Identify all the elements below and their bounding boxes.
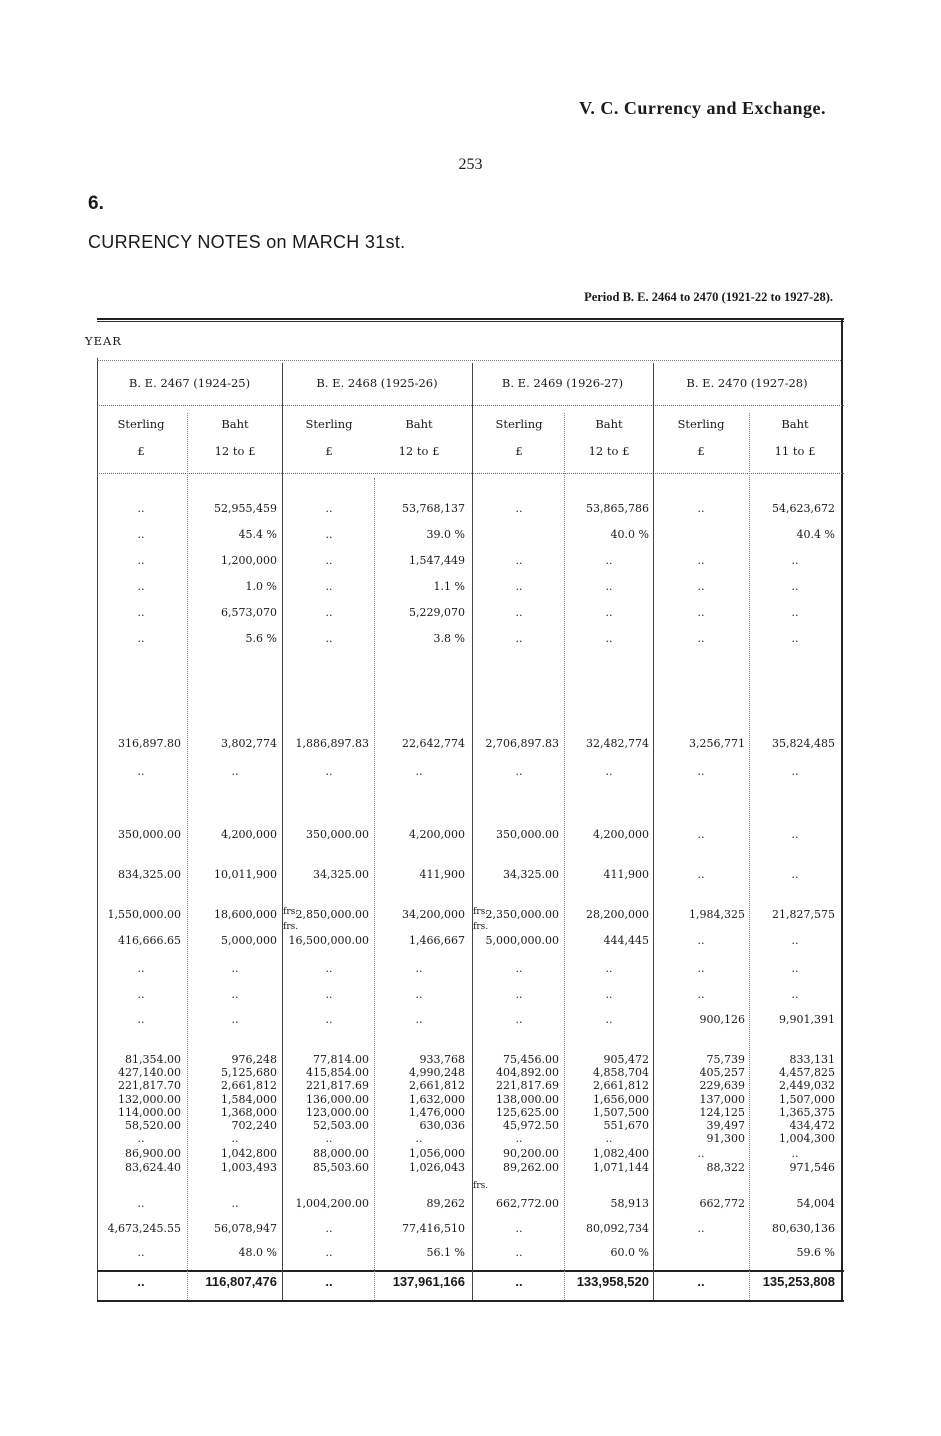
- table-cell: ..: [605, 962, 613, 975]
- table-cell: 1,200,000: [221, 554, 277, 567]
- table-cell: 56.1 %: [426, 1246, 465, 1259]
- section-title: CURRENCY NOTES on MARCH 31st.: [88, 232, 406, 252]
- table-cell: ..: [137, 1246, 145, 1259]
- table-cell: ..: [325, 528, 333, 541]
- table-cell: 1,584,000: [221, 1092, 277, 1106]
- frs-note: frs.: [283, 922, 299, 932]
- table-cell: ..: [231, 1197, 239, 1210]
- period-caption: Period B. E. 2464 to 2470 (1921-22 to 1927-28).: [584, 290, 833, 304]
- col-head-name: Sterling: [305, 417, 353, 431]
- table-cell: 404,892.00: [496, 1066, 559, 1080]
- table-cell: 125,625.00: [496, 1105, 559, 1119]
- col-divider-4: [749, 413, 750, 1300]
- table-top-rule-inner: [97, 321, 844, 322]
- table-cell: ..: [415, 988, 423, 1001]
- table-cell: ..: [697, 765, 705, 778]
- table-cell: 48.0 %: [238, 1246, 277, 1259]
- table-cell: 1,368,000: [221, 1105, 277, 1119]
- table-cell: 833,131: [789, 1053, 835, 1066]
- table-cell: ..: [791, 580, 799, 593]
- table-cell: 54,004: [796, 1197, 835, 1210]
- table-cell: ..: [137, 606, 145, 619]
- table-cell: 5,229,070: [409, 606, 465, 619]
- col-divider-1: [187, 413, 188, 1300]
- table-cell: ..: [697, 988, 705, 1001]
- table-cell: ..: [697, 962, 705, 975]
- col-head-unit: 12 to £: [398, 444, 440, 458]
- table-cell: ..: [137, 528, 145, 541]
- table-cell: 1,071,144: [593, 1160, 649, 1174]
- table-cell: 1,026,043: [409, 1160, 465, 1174]
- table-cell: 1,632,000: [409, 1092, 465, 1106]
- totals-rule-top: [97, 1270, 844, 1272]
- table-cell: ..: [137, 632, 145, 645]
- table-cell: ..: [137, 554, 145, 567]
- table-cell: ..: [697, 502, 705, 515]
- table-cell: ..: [137, 1013, 145, 1026]
- table-cell: ..: [415, 1132, 423, 1146]
- year-divider-1: [282, 363, 283, 1300]
- table-cell: ..: [415, 962, 423, 975]
- table-cell: 9,901,391: [779, 1013, 835, 1026]
- table-cell: 2,850,000.00: [295, 908, 369, 921]
- table-cell: 2,661,812: [593, 1079, 649, 1093]
- table-cell: ..: [605, 580, 613, 593]
- table-cell: 77,814.00: [313, 1053, 369, 1066]
- table-cell: 91,300: [706, 1132, 745, 1146]
- table-cell: 1,004,300: [779, 1132, 835, 1146]
- table-cell: ..: [325, 554, 333, 567]
- table-cell: 58,520.00: [125, 1119, 181, 1132]
- table-cell: 88,000.00: [313, 1147, 369, 1161]
- table-cell: 39,497: [706, 1119, 745, 1132]
- table-cell: 53,865,786: [586, 502, 649, 515]
- table-cell: 4,200,000: [593, 828, 649, 841]
- table-cell: ..: [697, 580, 705, 593]
- table-cell: 18,600,000: [214, 908, 277, 921]
- table-cell: ..: [791, 828, 799, 841]
- table-cell: ..: [791, 962, 799, 975]
- table-cell: 45.4 %: [238, 528, 277, 541]
- table-cell: ..: [697, 828, 705, 841]
- table-cell: ..: [697, 606, 705, 619]
- table-cell: 551,670: [603, 1119, 649, 1132]
- table-cell: ..: [791, 554, 799, 567]
- table-cell: 32,482,774: [586, 737, 649, 750]
- table-cell: 4,858,704: [593, 1066, 649, 1080]
- table-cell: 83,624.40: [125, 1160, 181, 1174]
- table-cell: 4,673,245.55: [107, 1222, 181, 1235]
- table-cell: 59.6 %: [796, 1246, 835, 1259]
- page-number: 253: [458, 156, 483, 173]
- table-cell: ..: [791, 606, 799, 619]
- table-cell: 22,642,774: [402, 737, 465, 750]
- table-cell: 54,623,672: [772, 502, 835, 515]
- table-cell: 5,125,680: [221, 1066, 277, 1080]
- table-cell: 1,004,200.00: [295, 1197, 369, 1210]
- table-cell: 35,824,485: [772, 737, 835, 750]
- table-cell: 4,200,000: [409, 828, 465, 841]
- table-cell: ..: [605, 1132, 613, 1146]
- table-cell: ..: [325, 1274, 333, 1289]
- col-head-name: Baht: [595, 417, 623, 431]
- col-head-name: Baht: [781, 417, 809, 431]
- col-head-unit: £: [325, 444, 333, 458]
- table-cell: ..: [515, 580, 523, 593]
- table-cell: 135,253,808: [762, 1274, 835, 1289]
- frs-note: frs.: [283, 907, 299, 917]
- table-cell: 88,322: [706, 1160, 745, 1174]
- table-cell: ..: [137, 1274, 145, 1289]
- col-head-unit: 12 to £: [588, 444, 630, 458]
- table-cell: ..: [791, 1147, 799, 1161]
- table-cell: ..: [515, 1246, 523, 1259]
- table-cell: ..: [515, 962, 523, 975]
- table-cell: ..: [325, 1246, 333, 1259]
- table-cell: 411,900: [603, 868, 649, 881]
- table-cell: 1,547,449: [409, 554, 465, 567]
- col-head-unit: £: [697, 444, 705, 458]
- year-head-rule: [97, 405, 844, 406]
- table-bottom-rule: [97, 1300, 844, 1302]
- table-cell: ..: [231, 765, 239, 778]
- table-cell: ..: [325, 502, 333, 515]
- table-cell: 350,000.00: [306, 828, 369, 841]
- table-cell: 1.1 %: [433, 580, 465, 593]
- table-cell: 132,000.00: [118, 1092, 181, 1106]
- table-cell: 1,056,000: [409, 1147, 465, 1161]
- table-cell: ..: [325, 962, 333, 975]
- table-cell: 124,125: [699, 1105, 745, 1119]
- table-cell: 434,472: [789, 1119, 835, 1132]
- table-cell: ..: [231, 1132, 239, 1146]
- year-divider-2: [472, 363, 473, 1300]
- table-cell: 75,739: [706, 1053, 745, 1066]
- table-cell: 58,913: [610, 1197, 649, 1210]
- table-cell: ..: [325, 765, 333, 778]
- table-cell: 702,240: [231, 1119, 277, 1132]
- table-cell: 10,011,900: [214, 868, 277, 881]
- table-cell: ..: [515, 765, 523, 778]
- table-cell: 53,768,137: [402, 502, 465, 515]
- table-cell: ..: [137, 1132, 145, 1146]
- table-cell: 3,256,771: [689, 737, 745, 750]
- col-head-name: Sterling: [495, 417, 543, 431]
- table-cell: 52,955,459: [214, 502, 277, 515]
- table-cell: 1,984,325: [689, 908, 745, 921]
- table-cell: 316,897.80: [118, 737, 181, 750]
- table-cell: 133,958,520: [576, 1274, 649, 1289]
- year-head-2468: B. E. 2468 (1925-26): [316, 376, 438, 390]
- table-cell: ..: [515, 606, 523, 619]
- year-head-2467: B. E. 2467 (1924-25): [128, 376, 251, 390]
- table-cell: 21,827,575: [772, 908, 835, 921]
- year-head-2470: B. E. 2470 (1927-28): [686, 376, 808, 390]
- table-cell: 90,200.00: [503, 1147, 559, 1161]
- table-cell: ..: [791, 868, 799, 881]
- section-number: 6.: [88, 193, 104, 214]
- table-cell: 1,082,400: [593, 1147, 649, 1161]
- table-cell: 427,140.00: [118, 1066, 181, 1080]
- table-cell: 662,772.00: [496, 1197, 559, 1210]
- table-left-border: [97, 358, 98, 1300]
- table-cell: 933,768: [419, 1053, 465, 1066]
- table-cell: ..: [415, 1013, 423, 1026]
- table-right-border: [841, 318, 843, 1300]
- table-cell: ..: [697, 1274, 705, 1289]
- col-head-name: Baht: [405, 417, 433, 431]
- table-cell: 2,449,032: [779, 1079, 835, 1093]
- running-title: V. C. Currency and Exchange.: [579, 98, 826, 118]
- table-cell: 415,854.00: [306, 1066, 369, 1080]
- table-cell: 5,000,000.00: [485, 934, 559, 947]
- table-cell: ..: [231, 962, 239, 975]
- table-cell: ..: [137, 988, 145, 1001]
- table-cell: 39.0 %: [426, 528, 465, 541]
- table-cell: ..: [697, 1222, 705, 1235]
- table-cell: 4,990,248: [409, 1066, 465, 1080]
- table-cell: 2,350,000.00: [485, 908, 559, 921]
- table-cell: 221,817.70: [118, 1079, 181, 1093]
- table-cell: ..: [697, 554, 705, 567]
- table-cell: ..: [415, 765, 423, 778]
- table-cell: 6,573,070: [221, 606, 277, 619]
- table-cell: 1,466,667: [409, 934, 465, 947]
- table-cell: ..: [137, 502, 145, 515]
- table-cell: 3.8 %: [433, 632, 465, 645]
- table-cell: 5.6 %: [245, 632, 277, 645]
- table-cell: 16,500,000.00: [288, 934, 369, 947]
- table-cell: 80,630,136: [772, 1222, 835, 1235]
- table-cell: 221,817.69: [496, 1079, 559, 1093]
- table-cell: 1,476,000: [409, 1105, 465, 1119]
- table-cell: ..: [515, 988, 523, 1001]
- table-cell: 40.4 %: [796, 528, 835, 541]
- table-top-rule: [97, 318, 844, 320]
- col-head-unit: £: [515, 444, 523, 458]
- year-divider-3: [653, 363, 654, 1300]
- table-cell: 1,507,000: [779, 1092, 835, 1106]
- table-cell: ..: [325, 632, 333, 645]
- table-cell: ..: [515, 1274, 523, 1289]
- table-cell: 85,503.60: [313, 1160, 369, 1174]
- table-cell: 350,000.00: [118, 828, 181, 841]
- table-cell: 1,886,897.83: [295, 737, 369, 750]
- col-head-rule: [97, 473, 844, 474]
- col-divider-2: [374, 478, 375, 1300]
- table-cell: ..: [791, 765, 799, 778]
- table-cell: 4,457,825: [779, 1066, 835, 1080]
- table-cell: ..: [515, 632, 523, 645]
- table-cell: 834,325.00: [118, 868, 181, 881]
- table-cell: 405,257: [699, 1066, 745, 1080]
- table-cell: 662,772: [699, 1197, 745, 1210]
- currency-notes-table: [85, 318, 844, 1300]
- table-cell: 116,807,476: [205, 1274, 277, 1289]
- table-cell: ..: [325, 580, 333, 593]
- table-cell: 114,000.00: [118, 1105, 181, 1119]
- table-cell: 971,546: [789, 1160, 835, 1174]
- col-head-name: Sterling: [117, 417, 165, 431]
- table-cell: ..: [325, 606, 333, 619]
- table-cell: 1,507,500: [593, 1105, 649, 1119]
- table-cell: 1.0 %: [245, 580, 277, 593]
- table-cell: 34,325.00: [313, 868, 369, 881]
- table-cell: 1,042,800: [221, 1147, 277, 1161]
- table-cell: ..: [697, 868, 705, 881]
- table-cell: ..: [137, 580, 145, 593]
- col-head-name: Sterling: [677, 417, 725, 431]
- table-cell: 75,456.00: [503, 1053, 559, 1066]
- table-cell: ..: [605, 765, 613, 778]
- table-cell: 136,000.00: [306, 1092, 369, 1106]
- table-cell: ..: [605, 606, 613, 619]
- table-cell: 28,200,000: [586, 908, 649, 921]
- table-cell: 45,972.50: [503, 1119, 559, 1132]
- table-cell: ..: [515, 554, 523, 567]
- year-label: YEAR: [85, 334, 122, 348]
- col-head-unit: 12 to £: [214, 444, 256, 458]
- table-cell: ..: [605, 988, 613, 1001]
- table-cell: 900,126: [699, 1013, 745, 1026]
- table-cell: 5,000,000: [221, 934, 277, 947]
- table-cell: ..: [605, 1013, 613, 1026]
- table-cell: 80,092,734: [586, 1222, 649, 1235]
- table-cell: 3,802,774: [221, 737, 277, 750]
- table-cell: 34,325.00: [503, 868, 559, 881]
- table-cell: 123,000.00: [306, 1105, 369, 1119]
- table-cell: ..: [697, 934, 705, 947]
- table-cell: 1,365,375: [779, 1105, 835, 1119]
- table-cell: ..: [137, 765, 145, 778]
- table-cell: 229,639: [699, 1079, 745, 1093]
- table-cell: 2,706,897.83: [485, 737, 559, 750]
- table-cell: ..: [231, 1013, 239, 1026]
- table-cell: 52,503.00: [313, 1119, 369, 1132]
- table-cell: ..: [325, 1222, 333, 1235]
- table-cell: ..: [515, 1013, 523, 1026]
- table-cell: 1,550,000.00: [107, 908, 181, 921]
- table-cell: 86,900.00: [125, 1147, 181, 1161]
- table-cell: ..: [325, 1013, 333, 1026]
- table-cell: ..: [515, 1132, 523, 1146]
- table-cell: 1,003,493: [221, 1160, 277, 1174]
- frs-note: frs.: [473, 1181, 489, 1191]
- table-cell: ..: [515, 1222, 523, 1235]
- table-cell: 416,666.65: [118, 934, 181, 947]
- table-cell: ..: [137, 1197, 145, 1210]
- col-divider-3: [564, 413, 565, 1300]
- table-cell: 89,262: [426, 1197, 465, 1210]
- col-head-unit: 11 to £: [774, 444, 816, 458]
- year-head-2469: B. E. 2469 (1926-27): [501, 376, 624, 390]
- table-cell: 137,961,166: [392, 1274, 465, 1289]
- frs-note: frs.: [473, 907, 489, 917]
- table-cell: 60.0 %: [610, 1246, 649, 1259]
- table-cell: ..: [515, 502, 523, 515]
- frs-note: frs.: [473, 922, 489, 932]
- table-cell: 350,000.00: [496, 828, 559, 841]
- table-cell: 2,661,812: [409, 1079, 465, 1093]
- table-cell: ..: [325, 988, 333, 1001]
- table-cell: 630,036: [419, 1119, 465, 1132]
- table-cell: 905,472: [603, 1053, 649, 1066]
- table-cell: ..: [697, 632, 705, 645]
- table-cell: 138,000.00: [496, 1092, 559, 1106]
- table-cell: 221,817.69: [306, 1079, 369, 1093]
- table-cell: ..: [791, 934, 799, 947]
- table-cell: ..: [137, 962, 145, 975]
- table-cell: ..: [697, 1147, 705, 1161]
- col-head-unit: £: [137, 444, 145, 458]
- table-cell: 411,900: [419, 868, 465, 881]
- table-cell: 40.0 %: [610, 528, 649, 541]
- year-rule: [97, 360, 841, 361]
- table-cell: 4,200,000: [221, 828, 277, 841]
- table-cell: ..: [605, 632, 613, 645]
- table-cell: ..: [325, 1132, 333, 1146]
- table-cell: 56,078,947: [214, 1222, 277, 1235]
- table-cell: 89,262.00: [503, 1160, 559, 1174]
- table-cell: ..: [791, 632, 799, 645]
- table-cell: 1,656,000: [593, 1092, 649, 1106]
- col-head-name: Baht: [221, 417, 249, 431]
- table-cell: 976,248: [231, 1053, 277, 1066]
- table-cell: 137,000: [699, 1092, 745, 1106]
- table-cell: 77,416,510: [402, 1222, 465, 1235]
- table-cell: 2,661,812: [221, 1079, 277, 1093]
- table-cell: 444,445: [603, 934, 649, 947]
- table-cell: ..: [231, 988, 239, 1001]
- table-cell: 34,200,000: [402, 908, 465, 921]
- table-cell: ..: [791, 988, 799, 1001]
- table-cell: ..: [605, 554, 613, 567]
- table-cell: 81,354.00: [125, 1053, 181, 1066]
